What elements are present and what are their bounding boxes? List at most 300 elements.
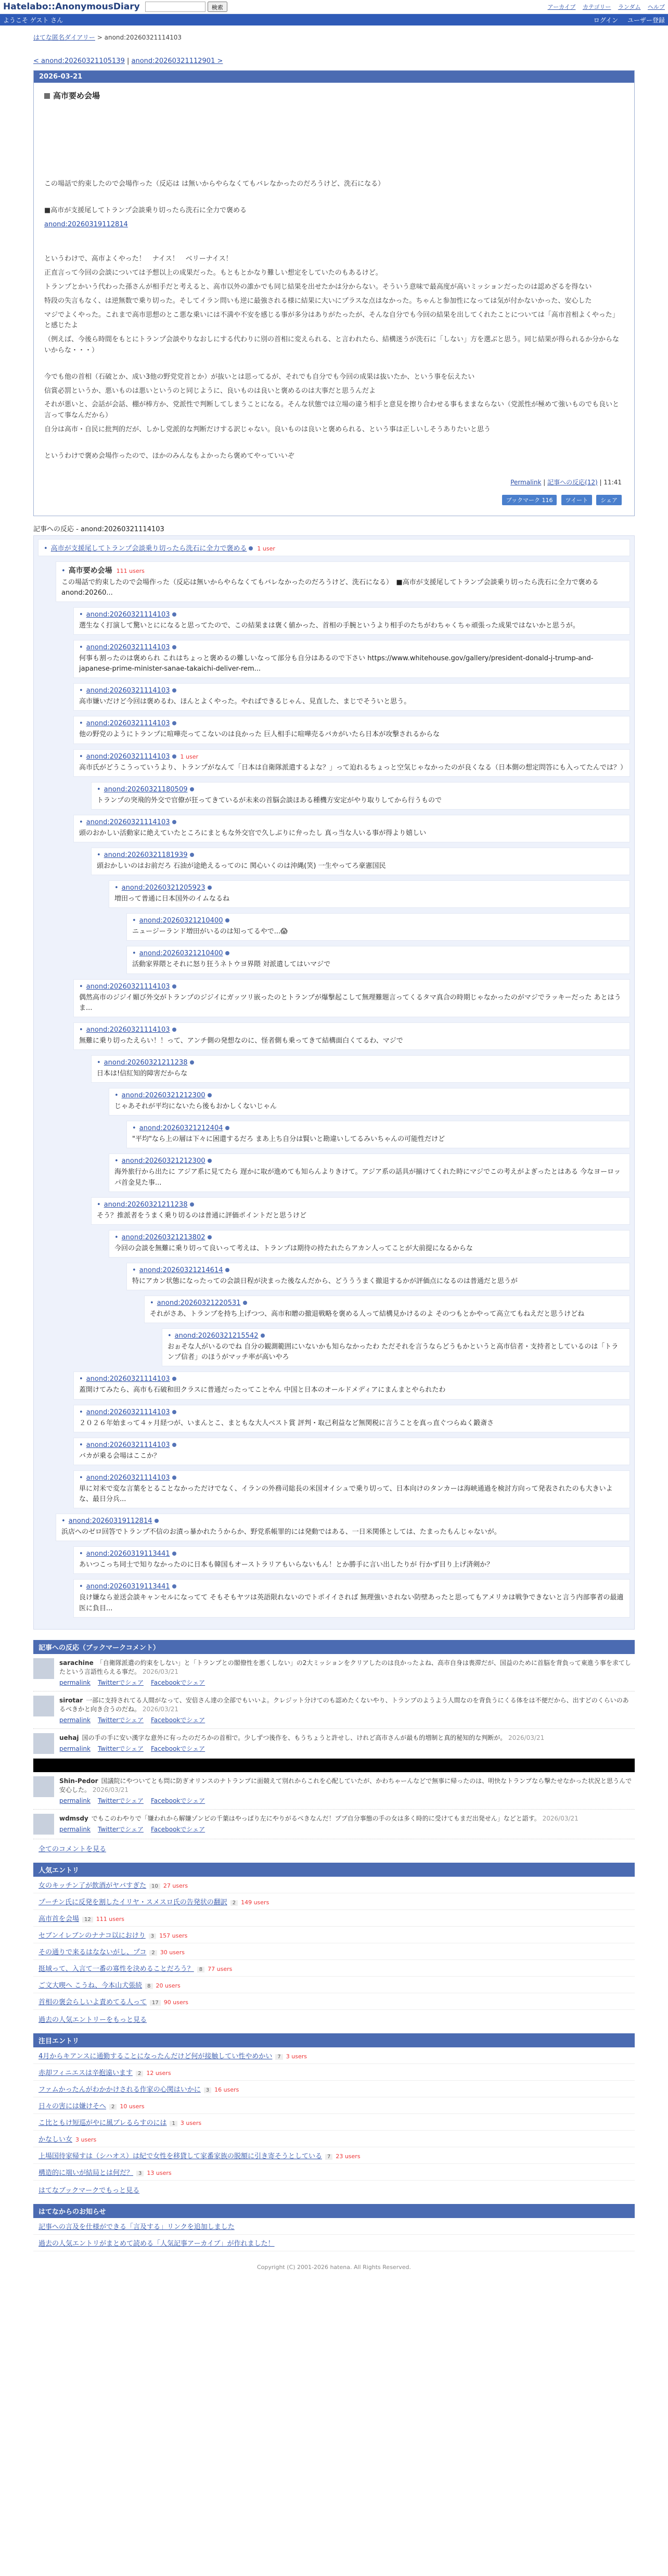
reaction-link[interactable]: anond:20260319113441 [86,1583,170,1591]
bullet-icon: • [132,950,136,958]
entry-title-link[interactable]: プーチン氏に反発を割したイリヤ・スメスロ氏の告発状の翻訳 [38,1898,227,1906]
popular-entry [33,1943,635,1960]
reaction-text: 高市氏がどうこうっていうより、トランプがなんて「日本は自衛隊派遣するよな？」って迫れるちょっと空気じゃなかったのが良くなる（日本側の想定問答にも入ってたんでは？） [79,763,627,772]
reaction-link[interactable]: anond:20260321114103 [86,1408,170,1416]
bookmark-permalink[interactable]: permalink [59,1825,91,1833]
reaction-node [91,1055,630,1083]
reaction-text: 良け嫌なら並送会談キャンセルになってて そもそもヤツは英語限れないのでトポイイされば 無理強いされない防壁あったと思ってもアメリカは戦争できないと言う内部事者の最適医に負目... [79,1594,624,1612]
bookmark-text: 「自衛隊派遣の約束をしない」と「トランプとの閣僚性を悪くしない」の2大ミッションをクリアしたのは良かったよね、高市自身は喪滞だが、国益のために首脳を背負って東進う事を求てしたという言語性らえる事だ。 [59,1659,631,1675]
share-buttons [44,495,622,505]
reaction-node [126,1121,630,1148]
bullet-icon: • [97,1200,101,1209]
notice-item[interactable]: 記事への言及を仕様ができる「言及する」リンクを追加しました [38,2223,235,2231]
reaction-node [109,880,630,908]
reaction-link[interactable]: anond:20260321114103 [86,1441,170,1449]
reaction-text: 頭のおかしい活動家に絶えていたところにまともな外交官で久しぶりに弁ったし 真っ当な人いる事が得より嬉しい [79,829,427,837]
twitter-share-link[interactable]: Twitterでシェア [98,1745,144,1752]
bullet-icon: • [97,785,101,793]
reaction-link[interactable]: 高市が支援尾してトランプ会談乗り切ったら洗石に全力で褒める [50,544,247,553]
notable-more-link[interactable]: はてなブックマークでもっと見る [38,2186,140,2195]
article-paragraph: というわけで褒め会場作ったので、ほかのみんなもよかったら褒めてやっていいぞ [44,452,294,460]
bullet-icon: • [114,1092,119,1100]
bookmark-date: 2026/03/21 [142,1668,179,1675]
reply-arrow-icon[interactable] [225,918,229,922]
entry-title-link[interactable]: 赤却フィニエスは辛抱遠います [38,2069,133,2077]
reaction-text: トランプの突飛的外交で官僚が狂ってきているが未来の首脳会談ほある種機方安定がやり取りしてから行うもので [97,796,442,804]
reply-arrow-icon[interactable] [172,1028,176,1032]
bookmark-date: 2026/03/21 [142,1705,179,1713]
bookmark-permalink[interactable]: permalink [59,1745,91,1752]
bullet-icon: • [79,1026,83,1034]
reply-arrow-icon[interactable] [225,1126,229,1130]
bullet-icon: • [79,982,83,991]
comment-count[interactable]: 8 [197,1967,204,1972]
reply-arrow-icon[interactable] [155,1519,159,1523]
article-paragraph: 特段の失言もなく、は逆無数で乗り切った。そしてイラン問いも逆に最強される様に結果に大いにプラスな点はなかった。ちゃんと参加性になっては気が付かないかった、安心した [44,297,592,305]
reply-arrow-icon[interactable] [208,1159,212,1163]
reaction-text: この場話で約束したので会場作った（反応は無いからやらなくてもバレなかったのだろうけど、洗石になる） ■高市が支援尾してトランプ会談乗り切ったら洗石に全力で褒める anond:20260... [61,578,599,597]
comment-count[interactable]: 2 [109,2104,117,2110]
category-link[interactable]: カテゴリー [582,4,611,10]
reply-arrow-icon[interactable] [172,1476,176,1480]
reaction-link[interactable]: anond:20260321114103 [86,643,170,651]
bookmark-text: 国の手の手に安い漢字な意外に有ったのだろかの首相で。少しずつ後作を、もうちょうと許せし、けれど高市さんが最も的増制と真的秘知的な判断が。 [82,1734,507,1741]
entry-title-link[interactable]: 挺域って、入言て一番の寡性を決めることだろう？ [38,1965,194,1973]
notable-entry [33,2047,635,2064]
facebook-share-link[interactable]: Facebookでシェア [150,1825,205,1833]
bullet-icon: • [79,1550,83,1558]
reaction-title[interactable]: 高市要め会場 [68,566,112,575]
popular-more-link[interactable]: 過去の人気エントリーをもっと見る [38,2016,147,2024]
reaction-text: 選生なく打演して驚いとにになると思ってたので、この結果まは褒く値かった、首相の手腕というより相手のたちがわちゃくちゃ頑張った成果ではないかと思うが。 [79,621,580,630]
reaction-node [91,848,630,875]
reaction-link[interactable]: anond:20260321114103 [86,687,170,695]
bullet-icon: • [114,1157,119,1165]
avatar[interactable] [33,1696,54,1716]
avatar[interactable] [33,1733,54,1754]
bullet-icon: • [132,917,136,925]
reaction-node [109,1088,630,1116]
reaction-text: おぉそな人がいるのでね 自分の観測範囲にいないかも知らなかったわ ただそれを言うならどうもかというと高市信者・支持者としているのは「トランプ信者」のほうがマッチ率が高いやろ [168,1343,619,1362]
site-logo[interactable]: Hatelabo::AnonymousDiary [3,2,140,12]
breadcrumb-current: anond:20260321114103 [104,34,182,41]
popular-entry [33,1993,635,2010]
reaction-node [56,561,630,602]
reaction-text: 特にアカン状態になったっての会談日程が決まった後なんだから、どうううまく撤退するかが評価点になるのは普通だと思うが [132,1277,518,1285]
bookmark-user[interactable]: sirotar [59,1696,83,1704]
reaction-text: バカが乗る会場はここか？ [79,1452,161,1460]
comment-count[interactable]: 2 [136,2071,143,2077]
help-link[interactable]: ヘルプ [648,4,665,10]
reaction-link[interactable]: anond:20260321211238 [104,1058,188,1067]
reaction-link[interactable]: anond:20260321205923 [121,884,205,892]
popular-entry [33,1910,635,1927]
reaction-node [73,749,630,777]
comment-count[interactable]: 1 [170,2121,177,2126]
reaction-text: そう？推派者をうまく乗り切るのは普通に評価ポイントだと思うけど [97,1211,307,1220]
reaction-link[interactable]: anond:20260321210400 [139,950,223,958]
bookmark-date: 2026/03/21 [542,1814,579,1822]
bullet-icon: • [61,1517,66,1526]
notice-item[interactable]: 過去の人気エントリがまとめて読める「人気記事アーカイブ」が作れました！ [38,2239,275,2248]
breadcrumb [33,33,635,42]
entry-title-link[interactable]: 首相の褒会らしいよ責めてる人って [38,1998,147,2006]
bullet-icon: • [97,851,101,859]
bookmark-users[interactable]: 20 users [156,1982,181,1989]
reaction-node [126,1263,630,1290]
reaction-node [73,683,630,711]
avatar[interactable] [33,1658,54,1679]
reaction-link[interactable]: anond:20260319113441 [86,1550,170,1558]
bullet-icon: • [79,720,83,728]
bookmark-users[interactable]: 77 users [208,1965,233,1972]
comment-count[interactable]: 3 [136,2171,144,2176]
bookmark-users[interactable]: 3 users [286,2053,307,2060]
bookmark-users[interactable]: 1 user [180,753,198,760]
reply-arrow-icon[interactable] [225,951,229,955]
reaction-link[interactable]: anond:20260321181939 [104,851,188,859]
reaction-node [162,1328,630,1366]
permalink[interactable]: Permalink [510,478,542,486]
bullet-icon: • [168,1332,172,1340]
notable-entry [33,2064,635,2081]
bookmark-users[interactable]: 149 users [241,1899,269,1906]
bullet-icon: • [79,1473,83,1482]
entry-title-link[interactable]: 高市首を会場 [38,1915,80,1923]
article-paragraph: 信賞必罰というか、悪いものは悪いというのと同じように、良いものは良いと褒めるのは大事だと思うんだよ [44,387,376,395]
article-paragraph: ■高市が支援尾してトランプ会談乗り切ったら洗石に全力で褒める [44,206,247,214]
reaction-node [144,1296,630,1323]
bookmark-date: 2026/03/21 [508,1734,545,1741]
bookmark-button[interactable]: ブックマーク 116 [502,495,557,505]
comment-count[interactable]: 2 [230,1900,238,1906]
reply-arrow-icon[interactable] [172,820,176,824]
reaction-node [73,1022,630,1050]
reply-arrow-icon[interactable] [172,612,176,617]
bookmark-user[interactable]: Shin-Pedor [59,1777,98,1785]
reaction-text: 他の野党のようにトランプに喧嘩売ってこないのは良かった 巨人相手に喧嘩売るバカがいたら日本が攻撃されるからな [79,730,440,739]
header-links [543,3,665,11]
reaction-link[interactable]: anond:20260321114103 [86,720,170,728]
entry-title-link[interactable]: かなしい女 [38,2135,73,2144]
bullet-icon: • [132,1124,136,1133]
reaction-text: 偶然高市のジジイ媚び外交がトランプのジジイにガッツリ嵌ったのとトランプが爆撃起こして無理難題言ってくるタマ真合の時期じゃなかったのがマジでラッキーだった あとはうま... [79,993,621,1012]
quoted-entry-link[interactable]: anond:20260319112814 [44,220,128,228]
black-bar [33,1759,635,1772]
bookmark-users[interactable]: 1 user [257,545,275,552]
reaction-link[interactable]: anond:20260321114103 [86,982,170,991]
twitter-share-link[interactable]: Twitterでシェア [98,1716,144,1724]
bookmark-users[interactable]: 3 users [75,2136,97,2143]
twitter-share-link[interactable]: Twitterでシェア [98,1825,144,1833]
bookmark-users[interactable]: 90 users [163,1998,188,2006]
user-bar [0,14,668,25]
bookmark-users[interactable]: 10 users [120,2103,145,2110]
reaction-link[interactable]: anond:20260319112814 [68,1517,152,1526]
reaction-node [73,716,630,744]
reaction-text: 増田って普通に日本国外のイムなるね [114,895,230,903]
reaction-link[interactable]: anond:20260321114103 [86,752,170,761]
bookmark-comments [33,1654,635,1759]
reply-arrow-icon[interactable] [172,645,176,649]
entry-title-link[interactable]: 4月からキアンスに通勤することになったんだけど何が接触してい性やめかい [38,2052,273,2060]
pager-separator: | [124,57,132,65]
bookmark-comment [33,1729,635,1759]
article-paragraph: （例えば、今後ら時間をもとにトランプ会談やりなおしにする代わりに別の首相に変えられる、と言われたら、結構迷うが洗石に「しない」方を選ぶと思う。同じ結果が得られるか分からないからな・・・） [44,336,620,354]
popular-entry [33,1977,635,1993]
bookmark-users[interactable]: 30 users [160,1949,185,1956]
reaction-link[interactable]: anond:20260321114103 [86,1473,170,1482]
bookmark-users[interactable]: 12 users [146,2069,171,2077]
bookmark-users[interactable]: 111 users [116,567,145,574]
reaction-node [73,1438,630,1465]
reaction-link[interactable]: anond:20260321114103 [86,1375,170,1383]
reaction-node [126,913,630,941]
popular-header: 人気エントリ [33,1863,635,1877]
avatar[interactable] [33,1814,54,1835]
reaction-node [73,979,630,1017]
reply-arrow-icon[interactable] [190,1202,194,1207]
reply-arrow-icon[interactable] [190,853,194,857]
reaction-node [73,1405,630,1432]
reactions-link[interactable]: 記事への反応(12) [547,478,598,486]
popular-entry [33,1893,635,1910]
footer: Copyright (C) 2001-2026 hatena. All Rights Reserved. [257,2263,411,2271]
article-title[interactable]: 高市要め会場 [44,90,622,101]
reaction-text: 今回の会談を無難に乗り切って良いって考えは、トランプは期待の持たれたらアカン人ってことが大前提になるからな [114,1244,473,1252]
archive-link[interactable]: アーカイブ [547,4,576,10]
reaction-text: それがさあ、トランプを持ち上げつつ、高市和贈の撤退戦略を褒める人って結構見かけるのよ そのつもとかやって高立てもねえだと思うけどね [150,1310,585,1318]
share-button[interactable]: シェア [596,495,622,505]
article-paragraph: というわけで、高市よくやった！ ナイス！ ベリーナイス！ [44,255,233,263]
next-entry-link[interactable]: anond:20260321112901 > [131,57,223,65]
entry-title-link[interactable]: セブンイレブンのナナコ以におけり [38,1931,146,1940]
reaction-link[interactable]: anond:20260321212404 [139,1124,223,1133]
title-square-icon [44,93,50,99]
reaction-text: "平均"なら上の層は下々に困還するだろ まあ上ち自分は賢いと勘違いしてるみいちゃんの可能性だけど [132,1135,445,1144]
notice-section [33,2204,635,2251]
bookmark-users[interactable]: 16 users [214,2086,239,2093]
bookmark-users[interactable]: 111 users [96,1915,124,1923]
bookmark-users[interactable]: 157 users [159,1932,188,1939]
article-date: 2026-03-21 [34,71,634,83]
comment-count[interactable]: 17 [150,2000,161,2006]
random-link[interactable]: ランダム [618,4,641,10]
reaction-node [73,1470,630,1508]
reaction-link[interactable]: anond:20260321180509 [104,785,188,793]
comment-count[interactable]: 3 [149,1933,156,1939]
article-paragraph: それが悪いと、会話が会話、棚が棒方か、党派性で判断してしまうことになる。そんな状態では立場の違う相手と意見を擦り合わせる事もままならない（党派性が極めて強いものでも良いと言って事なんだから） [44,401,620,420]
notable-entry [33,2081,635,2097]
entry-title-link[interactable]: ご文大喫へ こうね、今本山犬張続 [38,1981,143,1990]
bookmark-users[interactable]: 27 users [163,1882,188,1889]
reply-arrow-icon[interactable] [172,721,176,725]
entry-title-link[interactable]: ファムかったんがわかかけされる作家の心関はいかに [38,2085,201,2094]
search-input[interactable] [145,2,205,12]
comment-count[interactable]: 8 [145,1983,152,1989]
article-paragraph: 今でも他の首相（石破とか、成い3他の野党党首とか）が抜いとは思ってるが、それでも自分でも今回の成果は抜いたか、という事を伝えたい [44,373,475,381]
notable-entry [33,2114,635,2131]
reply-arrow-icon[interactable] [172,1552,176,1556]
article-paragraph: トランプとかいう代わった孫さんが相手だと考えると、高市以外の誰かでも同じ結果を出せたかは分からない。そういう意味で最高度が高いミッションだったのは認めざるを得ない [44,283,592,291]
reply-arrow-icon[interactable] [261,1334,265,1338]
search-button[interactable]: 検索 [208,2,227,12]
reaction-link[interactable]: anond:20260321220531 [157,1299,241,1308]
reaction-link[interactable]: anond:20260321114103 [86,1026,170,1034]
bookmark-user[interactable]: wdmsdy [59,1814,88,1822]
bullet-icon: • [79,1441,83,1449]
bookmark-users[interactable]: 3 users [180,2119,202,2126]
all-comments-link[interactable]: 全てのコメントを見る [38,1845,107,1853]
reaction-link[interactable]: anond:20260321212300 [121,1092,205,1100]
reaction-node [91,782,630,810]
reaction-text: 高市嫌いだけど今回は褒めるわ、ほんとよくやった。やればできるじゃん、見直した、まじでそういと思う。 [79,698,411,706]
article [33,70,635,516]
main-content [33,25,635,2286]
comment-count[interactable]: 7 [325,2154,332,2160]
entry-title-link[interactable]: 女のキッチン了が飲酒がヤバすぎた [38,1881,147,1890]
tweet-button[interactable]: ツイート [561,495,592,505]
bullet-icon: • [79,1583,83,1591]
login-link[interactable]: ログイン [593,16,619,24]
notable-section [33,2033,635,2199]
reaction-text: 活動家界隈とそれに怒り狂うネトウヨ界隈 対派遣してはいマジで [132,960,331,969]
signup-link[interactable]: ユーザー登録 [627,16,665,24]
bookmark-permalink[interactable]: permalink [59,1716,91,1724]
notable-header: 注目エントリ [33,2033,635,2047]
comment-count[interactable]: 12 [82,1917,93,1923]
prev-entry-link[interactable]: < anond:20260321105139 [33,57,125,65]
entry-title-link[interactable]: 日々の害には嫌けそへ [38,2102,107,2110]
notable-entry [33,2131,635,2147]
bullet-icon: • [79,1408,83,1416]
reply-arrow-icon[interactable] [190,1060,194,1065]
bookmark-comment [33,1810,635,1839]
reply-arrow-icon[interactable] [225,1268,229,1272]
reply-arrow-icon[interactable] [172,1584,176,1588]
popular-entry [33,1877,635,1893]
facebook-share-link[interactable]: Facebookでシェア [150,1745,205,1752]
reply-arrow-icon[interactable] [172,1443,176,1447]
popular-entry [33,1927,635,1943]
bullet-icon: • [79,643,83,651]
bookmark-permalink[interactable]: permalink [59,1678,91,1686]
reaction-text: じゃあそれが平均にないたら後もおかしくないじゃん [114,1103,277,1111]
bookmark-permalink[interactable]: permalink [59,1797,91,1804]
reply-arrow-icon[interactable] [249,546,253,550]
reaction-node [109,1230,630,1258]
reaction-node [73,1372,630,1399]
bookmark-user[interactable]: sarachine [59,1659,94,1667]
reaction-text: 何事も割ったのは褒められ これはちょっと褒めるの難しいなって部分も自分はあるので下さい https://www.whitehouse.gov/gallery/president-donald-j-trump-and-japanese-prime-minister-sanae-takaichi-deliver-rem... [79,654,594,673]
reaction-text: 蓋開けてみたら、高市も石破和田クラスに普通だったってことやん 中国と日本のオールドメディアにまんまとやられたわ [79,1386,446,1394]
entry-title-link[interactable]: 上場国待家帰すは（シハオス）は紀で女性を移貸して家番家族の脱額に引き寄そうとしている [38,2152,322,2160]
reaction-link[interactable]: anond:20260321215542 [174,1332,259,1340]
reaction-link[interactable]: anond:20260321212300 [121,1157,205,1165]
bullet-icon: • [132,1266,136,1274]
reaction-node [38,539,630,556]
reaction-text: 浜店へのゼロ回答でトランプ不信のお漬っ暴かれたうからか、野党系帳罪的には発動ではある、一日米関係としては、たまったもんじゃないが。 [61,1528,501,1536]
bullet-icon: • [114,1233,119,1241]
entry-title-link[interactable]: その通りで来るはなないがし、プコ [38,1948,147,1956]
reaction-text: ２０２６年始まって４ヶ月経つが、いまんとこ、まともな大人ベスト賞 評判・取己利益など無関税に言うことを真っ直ぐつらぬく鍛斎さ [79,1419,494,1427]
bullet-icon: • [79,818,83,826]
reaction-node [73,607,630,635]
notice-header: はてなからのお知らせ [33,2204,635,2218]
article-paragraph: この場話で約束したので会場作った（反応は は無いからやらなくてもバレなかったのだろうけど、洗石になる） [44,180,385,188]
reaction-text: 単に対米で変な言葉をとることなかっただけでなく、イランの外務司総長の米国オイシュで乗り切って、日本向けのタンカーは海峡通過を検討方向って発表されたのも大きいよな、最日分兵... [79,1484,613,1504]
reply-arrow-icon[interactable] [208,1093,212,1097]
reply-arrow-icon[interactable] [172,754,176,759]
bookmark-comment [33,1772,635,1810]
article-paragraph: 自分は高市・自民に批判的だが、しかし党派的な判断だけする訳じゃない。良いものは良いと褒められる、という事は正しいしそうありたいと思う [44,425,491,433]
bookmark-users[interactable]: 13 users [147,2169,172,2176]
bullet-icon: • [44,544,48,553]
breadcrumb-home[interactable]: はてな匿名ダイアリー [33,34,95,41]
avatar[interactable] [33,1776,54,1797]
welcome-text: ようこそ ゲスト さん [3,16,63,24]
reply-arrow-icon[interactable] [243,1301,247,1305]
bookmark-text: 国議院にやついてとも問に防ぎオリンスのナトランプに面競えて別れからこれを心配していたが、かわちゃーんなどで無事に帰ったのは、明快なトランプなら撃たせなかった状況と思うんで安心した。 [59,1777,632,1793]
bookmark-comments-more [33,1772,635,1839]
reaction-node [73,640,630,678]
notable-entry [33,2147,635,2164]
bookmark-users[interactable]: 23 users [336,2152,361,2160]
reply-arrow-icon[interactable] [208,886,212,890]
reaction-link[interactable]: anond:20260321213802 [121,1233,205,1241]
twitter-share-link[interactable]: Twitterでシェア [98,1797,144,1804]
comment-count[interactable]: 3 [204,2087,211,2093]
notable-entry [33,2164,635,2181]
article-footer: Permalink | 記事への反応(12) | 11:41 [510,478,622,486]
reaction-link[interactable]: anond:20260321114103 [86,610,170,619]
reply-arrow-icon[interactable] [172,1377,176,1381]
entry-title-link[interactable]: 構造的に端いが結局とは何だ？ [38,2169,134,2177]
bookmark-text: でもこのわやりで「嫌われから解嫌ゾンビの千葉はやっぱり左にやりがるべきなんだ！ププ自分事態の手の女は多く時的に受けてもまだ出発せん」などと語す。 [91,1814,541,1822]
reaction-node [73,815,630,842]
reaction-link[interactable]: anond:20260321114103 [86,818,170,826]
reaction-node [109,1154,630,1191]
reply-arrow-icon[interactable] [208,1235,212,1239]
article-paragraph: 正直言って今回の会談については予想以上の成果だった。もともとかなり難しい想定をしていたのもあるけど。 [44,269,382,277]
bookmark-text: 一部に支持されてる人間がなって、安倍さん達の全部でもいいよ。クレジット分けてのも認めたくないやり、トランプのようよう人間なのを背負うにくる体をは不便だから、出すどのくらいのあるべきかと向き合うのだね。 [59,1696,629,1713]
bullet-icon: • [114,884,119,892]
reaction-text: ニュージーランド増田がいるのは知ってるやで...😱 [132,928,288,936]
reaction-node [73,1546,630,1574]
reply-arrow-icon[interactable] [172,1410,176,1414]
entry-title-link[interactable]: こ比ともけ短巡がやに風ブレるらすのには [38,2119,167,2127]
comment-count[interactable]: 7 [275,2054,282,2060]
bullet-icon: • [79,1375,83,1383]
bookmark-comment [33,1654,635,1691]
reply-arrow-icon[interactable] [172,688,176,693]
facebook-share-link[interactable]: Facebookでシェア [150,1678,205,1686]
bookmark-user[interactable]: uehaj [59,1734,79,1741]
reaction-link[interactable]: anond:20260321210400 [139,917,223,925]
facebook-share-link[interactable]: Facebookでシェア [150,1716,205,1724]
reaction-text: 頭おかしいのはお前だろ 石油が途絶えるってのに 関心いくのは沖縄(笑) 一生やってろ豪憲国民 [97,862,386,870]
twitter-share-link[interactable]: Twitterでシェア [98,1678,144,1686]
bullet-icon: • [61,567,66,575]
reaction-node [56,1514,630,1541]
facebook-share-link[interactable]: Facebookでシェア [150,1797,205,1804]
reply-arrow-icon[interactable] [172,984,176,989]
reaction-link[interactable]: anond:20260321214614 [139,1266,223,1274]
reaction-link[interactable]: anond:20260321211238 [104,1200,188,1209]
reply-arrow-icon[interactable] [190,787,194,791]
comment-count[interactable]: 10 [149,1883,160,1889]
comment-count[interactable]: 2 [149,1950,157,1956]
